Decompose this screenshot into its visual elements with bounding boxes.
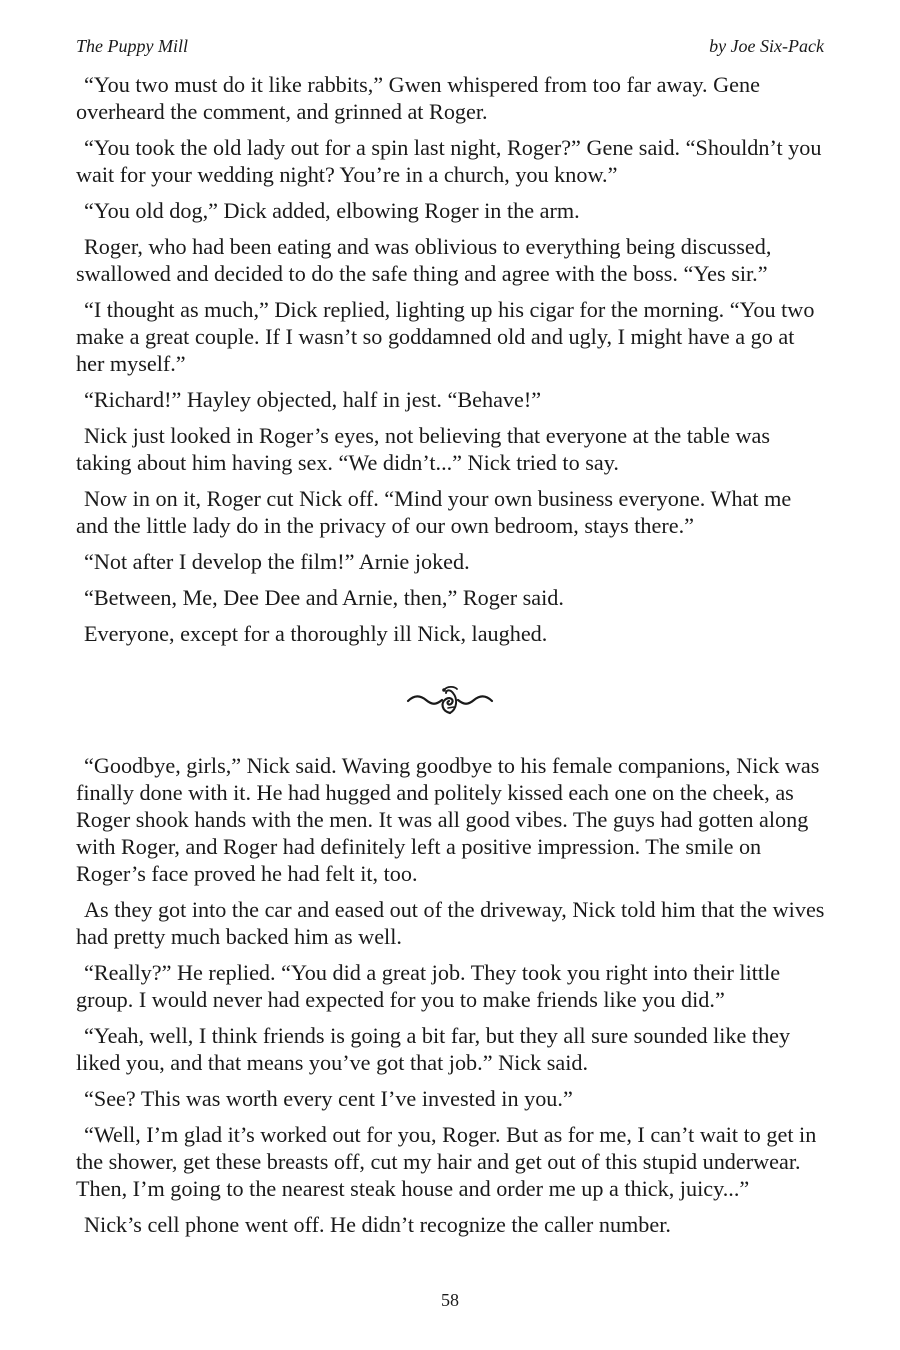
book-title: The Puppy Mill bbox=[76, 36, 188, 56]
paragraph: “Richard!” Hayley objected, half in jest. “Behave!” bbox=[84, 387, 542, 412]
paragraph: Everyone, except for a thoroughly ill Nick, laughed. bbox=[84, 621, 548, 646]
paragraph: “Between, Me, Dee Dee and Arnie, then,” Roger said. bbox=[84, 585, 564, 610]
paragraph: “Well, I’m glad it’s worked out for you, Roger. But as for me, I can’t wait to get in the shower, get these breasts off, cut my hair and get out of this stupid underwear. Then, I’m going to the nearest steak house and order me up a thick, juicy...” bbox=[76, 1122, 817, 1201]
text-section-2 bbox=[76, 752, 828, 1247]
paragraph: “Yeah, well, I think friends is going a bit far, but they all sure sounded like they liked you, and that means you’ve got that job.” Nick said. bbox=[76, 1023, 791, 1075]
scene-break bbox=[0, 682, 900, 716]
paragraph: “See? This was worth every cent I’ve invested in you.” bbox=[84, 1086, 573, 1111]
paragraph: “Goodbye, girls,” Nick said. Waving goodbye to his female companions, Nick was finally done with it. He had hugged and politely kissed each one on the cheek, as Roger shook hands with the men. It was all good vibes. The guys had gotten along with Roger, and Roger had definitely left a positive impression. The smile on Roger’s face proved he had felt it, too. bbox=[76, 753, 820, 886]
paragraph: “Not after I develop the film!” Arnie joked. bbox=[84, 549, 470, 574]
paragraph: “You two must do it like rabbits,” Gwen whispered from too far away. Gene overheard the comment, and grinned at Roger. bbox=[76, 72, 760, 124]
paragraph: “Really?” He replied. “You did a great job. They took you right into their little group. I would never had expected for you to make friends like you did.” bbox=[76, 960, 781, 1012]
paragraph: “I thought as much,” Dick replied, lighting up his cigar for the morning. “You two make a great couple. If I wasn’t so goddamned old and ugly, I might have a go at her myself.” bbox=[76, 297, 815, 376]
running-header bbox=[76, 36, 824, 57]
paragraph: Now in on it, Roger cut Nick off. “Mind your own business everyone. What me and the little lady do in the privacy of our own bedroom, stays there.” bbox=[76, 486, 792, 538]
paragraph: “You took the old lady out for a spin last night, Roger?” Gene said. “Shouldn’t you wait for your wedding night? You’re in a church, you know.” bbox=[76, 135, 822, 187]
scroll-ornament-icon bbox=[402, 682, 498, 716]
text-section-1 bbox=[76, 71, 828, 656]
paragraph: As they got into the car and eased out of the driveway, Nick told him that the wives had pretty much backed him as well. bbox=[76, 897, 825, 949]
paragraph: Roger, who had been eating and was oblivious to everything being discussed, swallowed and decided to do the safe thing and agree with the boss. “Yes sir.” bbox=[76, 234, 772, 286]
paragraph: “You old dog,” Dick added, elbowing Roger in the arm. bbox=[84, 198, 580, 223]
author-byline: by Joe Six-Pack bbox=[709, 36, 824, 56]
paragraph: Nick just looked in Roger’s eyes, not believing that everyone at the table was taking about him having sex. “We didn’t...” Nick tried to say. bbox=[76, 423, 770, 475]
page-number: 58 bbox=[441, 1290, 459, 1310]
paragraph: Nick’s cell phone went off. He didn’t recognize the caller number. bbox=[84, 1212, 671, 1237]
